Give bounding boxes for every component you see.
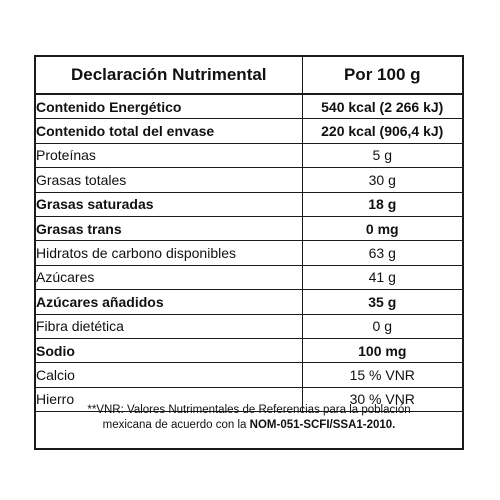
row-value: 220 kcal (906,4 kJ): [302, 119, 462, 143]
footnote-line-2: [36, 418, 462, 433]
table-row: [36, 314, 462, 338]
row-value: 30 g: [302, 168, 462, 192]
nutrition-table: [36, 57, 462, 412]
row-label: Grasas saturadas: [36, 192, 302, 216]
row-label: Sodio: [36, 338, 302, 362]
row-label: Contenido Energético: [36, 94, 302, 119]
table-header-row: [36, 57, 462, 94]
row-label: Fibra dietética: [36, 314, 302, 338]
table-row: [36, 143, 462, 167]
table-row: [36, 290, 462, 314]
table-row: [36, 363, 462, 387]
row-value: 18 g: [302, 192, 462, 216]
footnote-standard: NOM-051-SCFI/SSA1-2010.: [249, 419, 396, 431]
row-label: Hidratos de carbono disponibles: [36, 241, 302, 265]
table-row: [36, 216, 462, 240]
row-value: 63 g: [302, 241, 462, 265]
row-value: 0 mg: [302, 216, 462, 240]
footnote-line-1: **VNR: Valores Nutrimentales de Referencias para la población: [87, 404, 411, 416]
row-label: Proteínas: [36, 143, 302, 167]
row-label: Contenido total del envase: [36, 119, 302, 143]
table-row: [36, 265, 462, 289]
table-row: [36, 119, 462, 143]
table-row: [36, 241, 462, 265]
nutrition-facts-panel: [34, 55, 464, 450]
row-value: 41 g: [302, 265, 462, 289]
row-value: 100 mg: [302, 338, 462, 362]
table-row: [36, 338, 462, 362]
table-row: [36, 94, 462, 119]
row-value: 15 % VNR: [302, 363, 462, 387]
row-label: Hierro: [36, 387, 302, 411]
header-label: Declaración Nutrimental: [36, 57, 302, 94]
table-row: [36, 168, 462, 192]
row-value: 0 g: [302, 314, 462, 338]
row-value: 540 kcal (2 266 kJ): [302, 94, 462, 119]
row-label: Grasas totales: [36, 168, 302, 192]
table-row: [36, 192, 462, 216]
footnote: [36, 403, 462, 433]
row-value: 5 g: [302, 143, 462, 167]
footnote-line-2-text: mexicana de acuerdo con la: [102, 419, 250, 431]
row-label: Grasas trans: [36, 216, 302, 240]
row-label: Azúcares añadidos: [36, 290, 302, 314]
row-value: 35 g: [302, 290, 462, 314]
row-value: 30 % VNR: [302, 387, 462, 411]
row-label: Calcio: [36, 363, 302, 387]
row-label: Azúcares: [36, 265, 302, 289]
header-value: Por 100 g: [302, 57, 462, 94]
